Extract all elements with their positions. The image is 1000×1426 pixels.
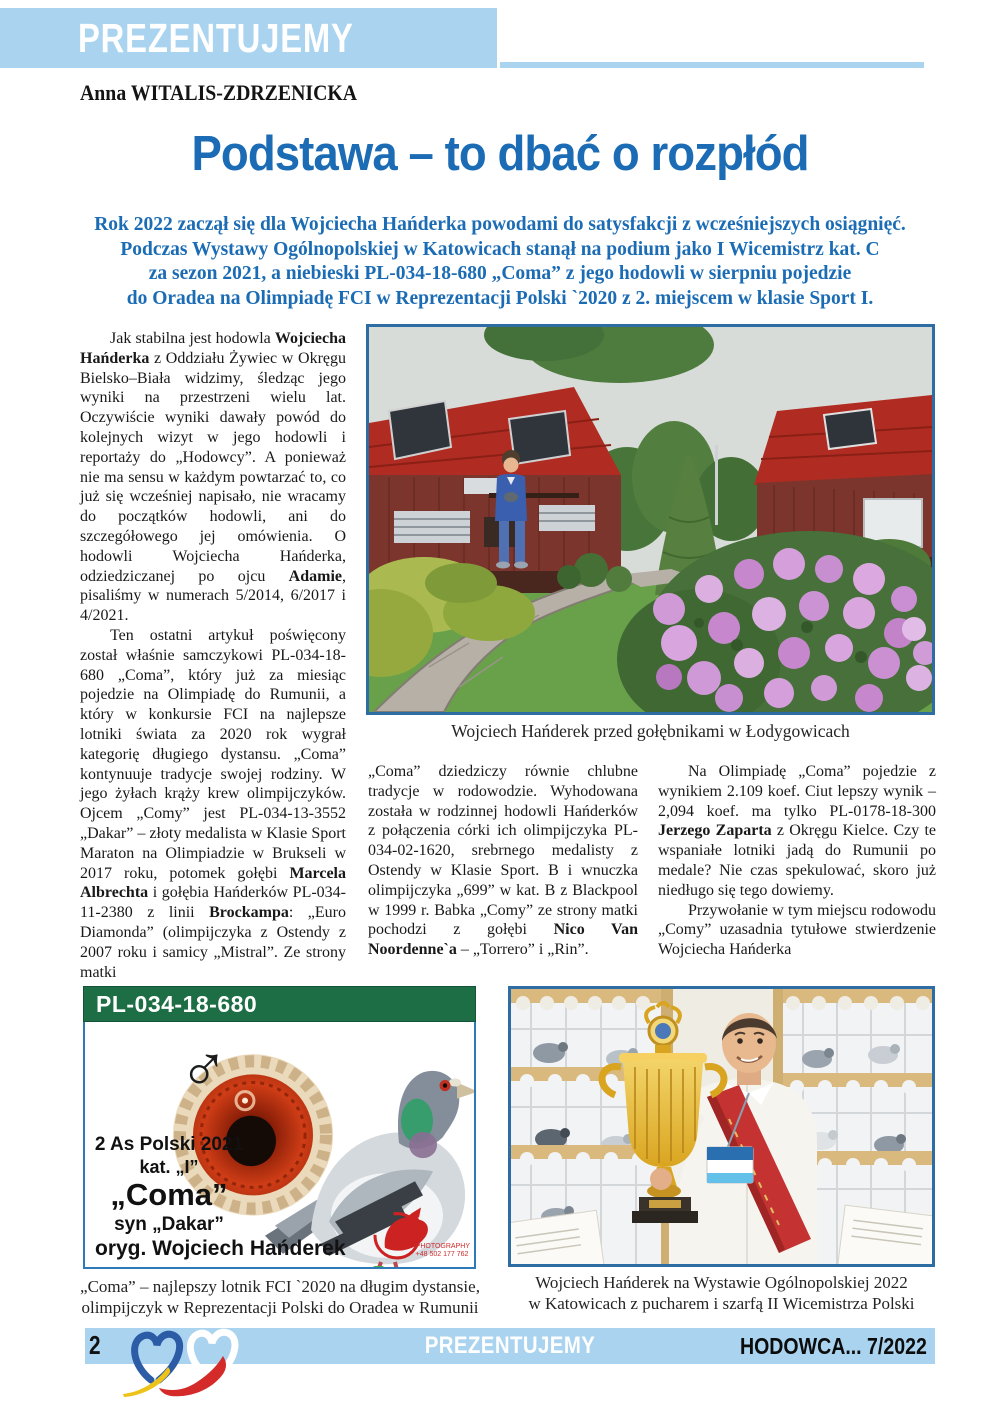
trophy-caption-line: Wojciech Hańderek na Wystawie Ogólnopolskiej 2022: [535, 1273, 908, 1292]
trophy-photo: [508, 986, 935, 1267]
lead-line: Rok 2022 zaczął się dla Wojciecha Hańderka powodami do satysfakcji z wcześniejszych osiągnięć.: [94, 214, 906, 235]
article-column-2: [368, 762, 638, 982]
text-run-bold: Marcela Albrechta: [80, 864, 346, 902]
text-run: „Coma” dziedziczy równie chlubne tradycje w rodowodzie. Wyhodowana została w rodzinnej hodowli Hańderków z połączenia córki ich olimpijczyka PL-034-02-1620, srebrnego medalisty z Ostendy w Klasie Sport. B i wnuczka olimpijczyka „699” w kat. B z Blackpool w 1999 r. Babka „Comy” ze strony matki pochodzi z gołębi: [368, 763, 638, 939]
text-run-bold: Brockampa: [209, 904, 289, 922]
text-run: – „Torrero” i „Rin”.: [456, 941, 589, 959]
paragraph: [658, 762, 936, 901]
footer-band: [85, 1328, 935, 1364]
ring-number-band: PL-034-18-680: [83, 986, 476, 1022]
text-run-bold: Adamie: [288, 567, 342, 585]
text-run: : „Euro Diamonda” (olimpijczyka z Ostendy z 2007 roku i samicy „Mistral”. Ze strony matki: [80, 904, 346, 981]
magazine-issue: HODOWCA... 7/2022: [740, 1333, 927, 1359]
loft-photo-illustration: [369, 327, 932, 712]
page-number: 2: [89, 1330, 101, 1360]
pigeon-name: „Coma”: [110, 1177, 228, 1212]
main-photo-caption: Wojciech Hańderek przed gołębnikami w Łodygowicach: [451, 721, 850, 741]
text-run-bold: Jerzego Zaparta: [658, 822, 772, 840]
award-category: kat. „I”: [139, 1157, 199, 1177]
male-symbol-icon: ♂: [179, 1029, 229, 1103]
photo-credit-phone: +48 502 177 762: [415, 1251, 469, 1258]
lead-paragraph: [0, 213, 1000, 311]
lead-line: do Oradea na Olimpiadę FCI w Reprezentacji Polski `2020 z 2. miejscem w klasie Sport I.: [126, 287, 874, 309]
text-run-bold: Wojciecha Hańderka: [80, 330, 346, 367]
hearts-logo-icon: [121, 1324, 245, 1400]
text-run: Przywołanie w tym miejscu rodowodu „Comy” uzasadnia tytułowe stwierdzenie Wojciecha Hańderka: [658, 901, 936, 959]
text-run-bold: Nico Van Noordenne`a: [368, 921, 639, 959]
article-column-1: [80, 329, 346, 982]
card-caption-line: olimpijczyk w Reprezentacji Polski do Oradea w Rumunii: [81, 1297, 479, 1317]
article-title: Podstawa – to dbać o rozpłód: [191, 127, 809, 181]
paragraph: [80, 329, 346, 626]
lead-line: Podczas Wystawy Ogólnopolskiej w Katowicach stanął na podium jako I Wicemistrz kat. C: [120, 238, 880, 260]
section-label: PREZENTUJEMY: [78, 15, 354, 61]
text-run: Na Olimpiadę „Coma” pojedzie z wynikiem 2.109 koef. Ciut lepszy wynik – 2,094 koef. ma tylko PL-0178-18-300: [658, 763, 936, 820]
photo-credit-line: PHOTOGRAPHY: [415, 1243, 470, 1250]
text-run: z Okręgu Kielce. Czy te wspaniałe lotniki jadą do Rumunii po medale? Nie czas spekulować, skoro już niedługo się tego dowiemy.: [658, 822, 937, 899]
text-run: z Oddziału Żywiec w Okręgu Bielsko–Biała widzimy, śledząc jego wyniki na przestrzeni wielu lat. Oczywiście wyniki dawały powód do kolejnych wizyt w jego hodowli i reportaży do „Hodowcy”. A ponieważ nie ma sensu w każdym powtarzać to, co już się wcześniej napisało, nie wracamy do początków hodowli, ani do szczegółowego jej omówienia. O hodowli Wojciecha Hańderka, odziedziczanej po ojcu: [80, 349, 346, 585]
pigeon-pedigree-card: [83, 986, 476, 1269]
loft-photo: [366, 324, 935, 715]
footer-section-label: PREZENTUJEMY: [424, 1332, 596, 1359]
text-run: i gołębia Hańderków PL-034-11-2380 z linii: [80, 884, 346, 922]
pigeon-lineage: syn „Dakar”: [114, 1214, 224, 1235]
paragraph: [368, 762, 638, 960]
author-name: Anna WITALIS-ZDRZENICKA: [80, 80, 358, 105]
photo-credit: [416, 1243, 470, 1259]
article-column-3: [658, 762, 936, 982]
text-run: , pisaliśmy w numerach 5/2014, 6/2017 i 4/2021.: [80, 567, 346, 625]
owner-name: oryg. Wojciech Hańderek: [95, 1237, 346, 1260]
paragraph: [80, 626, 346, 982]
card-caption: [68, 1277, 492, 1318]
trophy-photo-caption: [505, 1273, 938, 1314]
trophy-caption-line: w Katowicach z pucharem i szarfą II Wicemistrza Polski: [528, 1293, 915, 1313]
lead-line: za sezon 2021, a niebieski PL-034-18-680 „Coma” z jego hodowli w sierpniu pojedzie: [148, 263, 852, 284]
text-run: Jak stabilna jest hodowla: [110, 330, 275, 347]
header-rule: [500, 62, 924, 68]
paragraph: [658, 901, 936, 960]
award-text: 2 As Polski 2021: [94, 1134, 244, 1155]
text-run: Ten ostatni artykuł poświęcony został właśnie samczykowi PL-034-18-680 „Coma”, który już za miesiąc pojedzie na Olimpiadę do Rumunii, a który w konkursie FCI na najlepsze lotniki świata za 2020 rok wygrał kategorię długiego dystansu. „Coma” kontynuuje tradycje swojej rodziny. W jego żyłach krąży krew olimpijczyków. Ojcem „Comy” jest PL-034-13-3552 „Dakar” – złoty medalista w Klasie Sport Maraton na Olimpiadzie w Brukseli w 2017 roku, potomek gołębi: [80, 626, 346, 882]
pedigree-card-body: [83, 1022, 476, 1269]
card-caption-line: „Coma” – najlepszy lotnik FCI `2020 na długim dystansie,: [80, 1277, 480, 1296]
trophy-photo-illustration: [511, 989, 932, 1264]
